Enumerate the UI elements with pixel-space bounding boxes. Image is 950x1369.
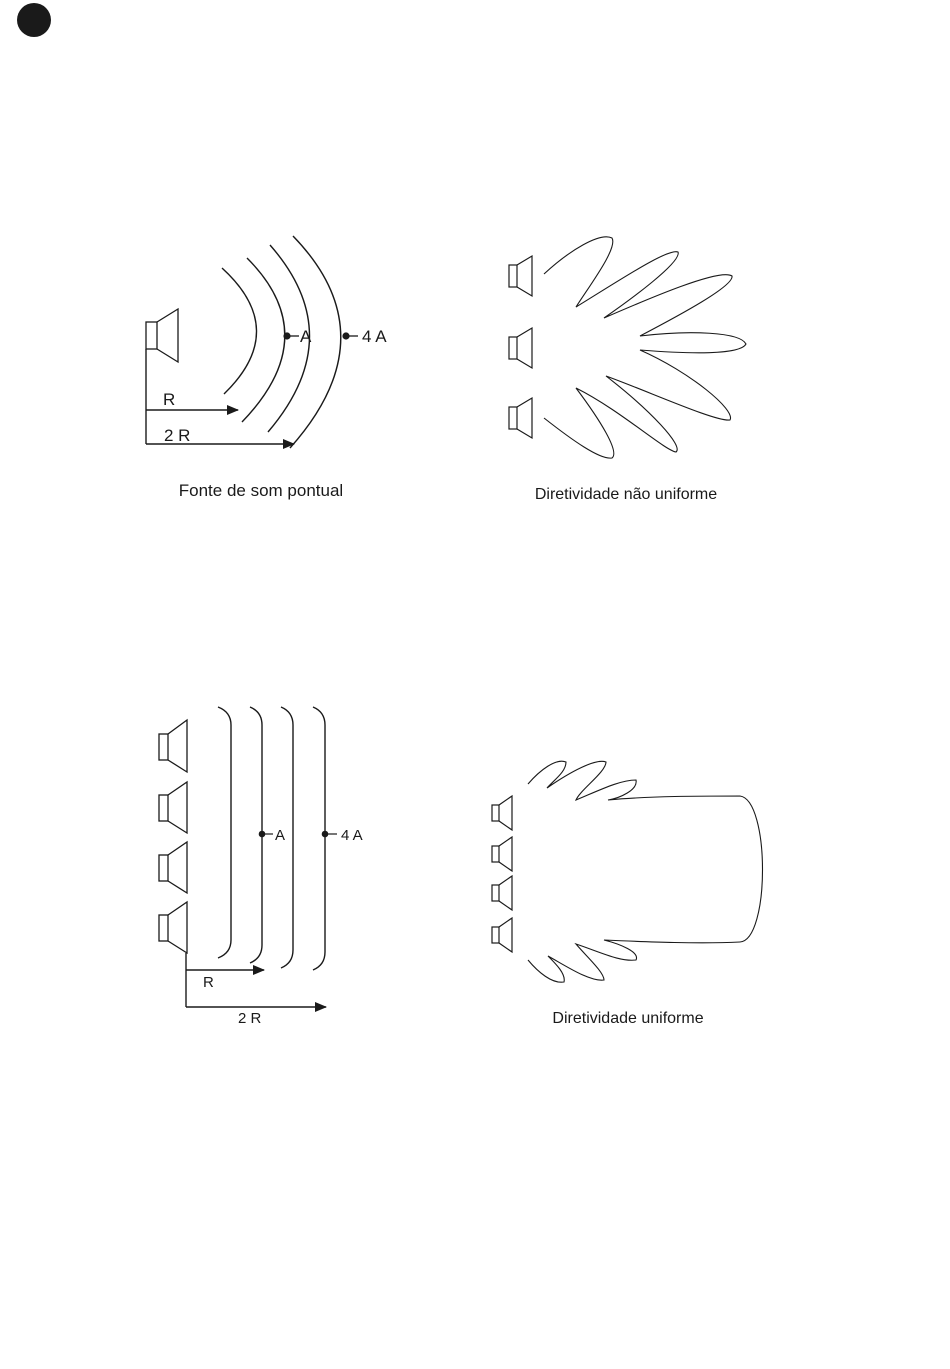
wavefront-arc (290, 236, 341, 448)
speaker-icon (159, 842, 187, 893)
speaker-icon (159, 720, 187, 772)
caption-non-uniform: Diretividade não uniforme (534, 486, 718, 503)
wavefront-line (313, 707, 325, 970)
caption-uniform: Diretividade uniforme (552, 1010, 704, 1027)
directivity-envelope (528, 761, 763, 982)
label-r: R (163, 390, 176, 409)
speaker-icon (159, 902, 187, 953)
wavefront-arc (222, 268, 257, 394)
label-point-4a: 4 A (362, 327, 387, 346)
corner-bullet-icon (17, 3, 51, 37)
label-2r: 2 R (164, 426, 191, 445)
wavefront-arc (242, 258, 285, 422)
speaker-icon (492, 876, 512, 910)
point-a-marker (259, 831, 266, 838)
wavefront-line (218, 707, 231, 958)
speaker-icon (509, 398, 532, 438)
directivity-lobes (544, 237, 746, 458)
point-a-marker (283, 332, 290, 339)
plane-wavefronts (218, 707, 325, 970)
point-source-diagram (146, 236, 387, 500)
speaker-icon (492, 918, 512, 952)
label-point-a: A (300, 327, 312, 346)
speaker-icon (509, 328, 532, 368)
label-r: R (203, 974, 214, 991)
label-2r: 2 R (238, 1010, 262, 1027)
speaker-icon (492, 837, 512, 871)
caption-point-source: Fonte de som pontual (178, 481, 344, 500)
speaker-icon (492, 796, 512, 830)
non-uniform-directivity-diagram (509, 237, 746, 503)
speaker-icon (509, 256, 532, 296)
point-4a-marker (342, 332, 349, 339)
uniform-directivity-diagram (492, 761, 763, 1027)
wavefronts (222, 236, 341, 448)
point-4a-marker (322, 831, 329, 838)
speaker-icon (146, 309, 178, 362)
line-array-diagram (159, 707, 363, 1027)
label-point-4a: 4 A (341, 827, 363, 844)
speaker-icon (159, 782, 187, 833)
label-point-a: A (275, 827, 286, 844)
